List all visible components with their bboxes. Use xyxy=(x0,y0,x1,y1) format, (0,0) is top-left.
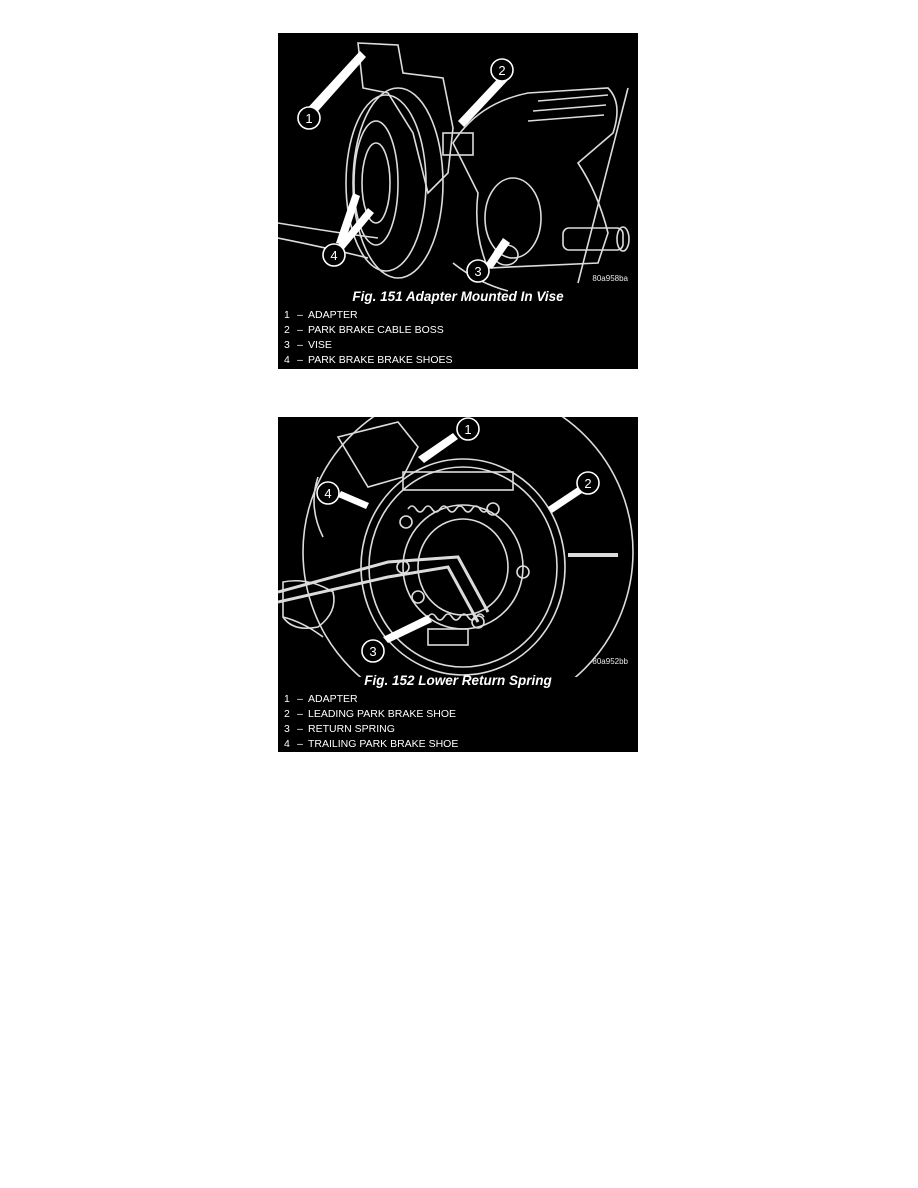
image-code: 80a952bb xyxy=(592,657,628,666)
legend-item: 1 – ADAPTER xyxy=(284,693,358,705)
figure-caption xyxy=(278,673,638,752)
callout-label: 3 xyxy=(369,644,377,659)
figure-152-illustration xyxy=(278,417,638,677)
callout-label: 2 xyxy=(498,63,506,78)
figure-caption xyxy=(278,289,638,368)
callout-label: 3 xyxy=(474,264,482,279)
callout-label: 1 xyxy=(305,111,313,126)
image-code: 80a958ba xyxy=(592,274,628,283)
callout-label: 1 xyxy=(464,422,472,437)
figure-legend xyxy=(278,692,638,752)
figure-152 xyxy=(278,417,638,752)
figure-151-illustration xyxy=(278,33,638,293)
legend-item: 4 – PARK BRAKE BRAKE SHOES xyxy=(284,354,453,366)
legend-item: 3 – RETURN SPRING xyxy=(284,723,395,735)
figure-title: Fig. 152 Lower Return Spring xyxy=(364,673,552,688)
figure-title: Fig. 151 Adapter Mounted In Vise xyxy=(352,289,564,304)
figure-legend xyxy=(278,308,638,368)
legend-item: 2 – PARK BRAKE CABLE BOSS xyxy=(284,324,444,336)
callout-label: 2 xyxy=(584,476,592,491)
legend-item: 4 – TRAILING PARK BRAKE SHOE xyxy=(284,738,459,750)
figure-151 xyxy=(278,33,638,369)
legend-item: 3 – VISE xyxy=(284,339,332,351)
legend-item: 2 – LEADING PARK BRAKE SHOE xyxy=(284,708,457,720)
callout-label: 4 xyxy=(330,248,338,263)
legend-item: 1 – ADAPTER xyxy=(284,309,358,321)
callout-label: 4 xyxy=(324,486,332,501)
